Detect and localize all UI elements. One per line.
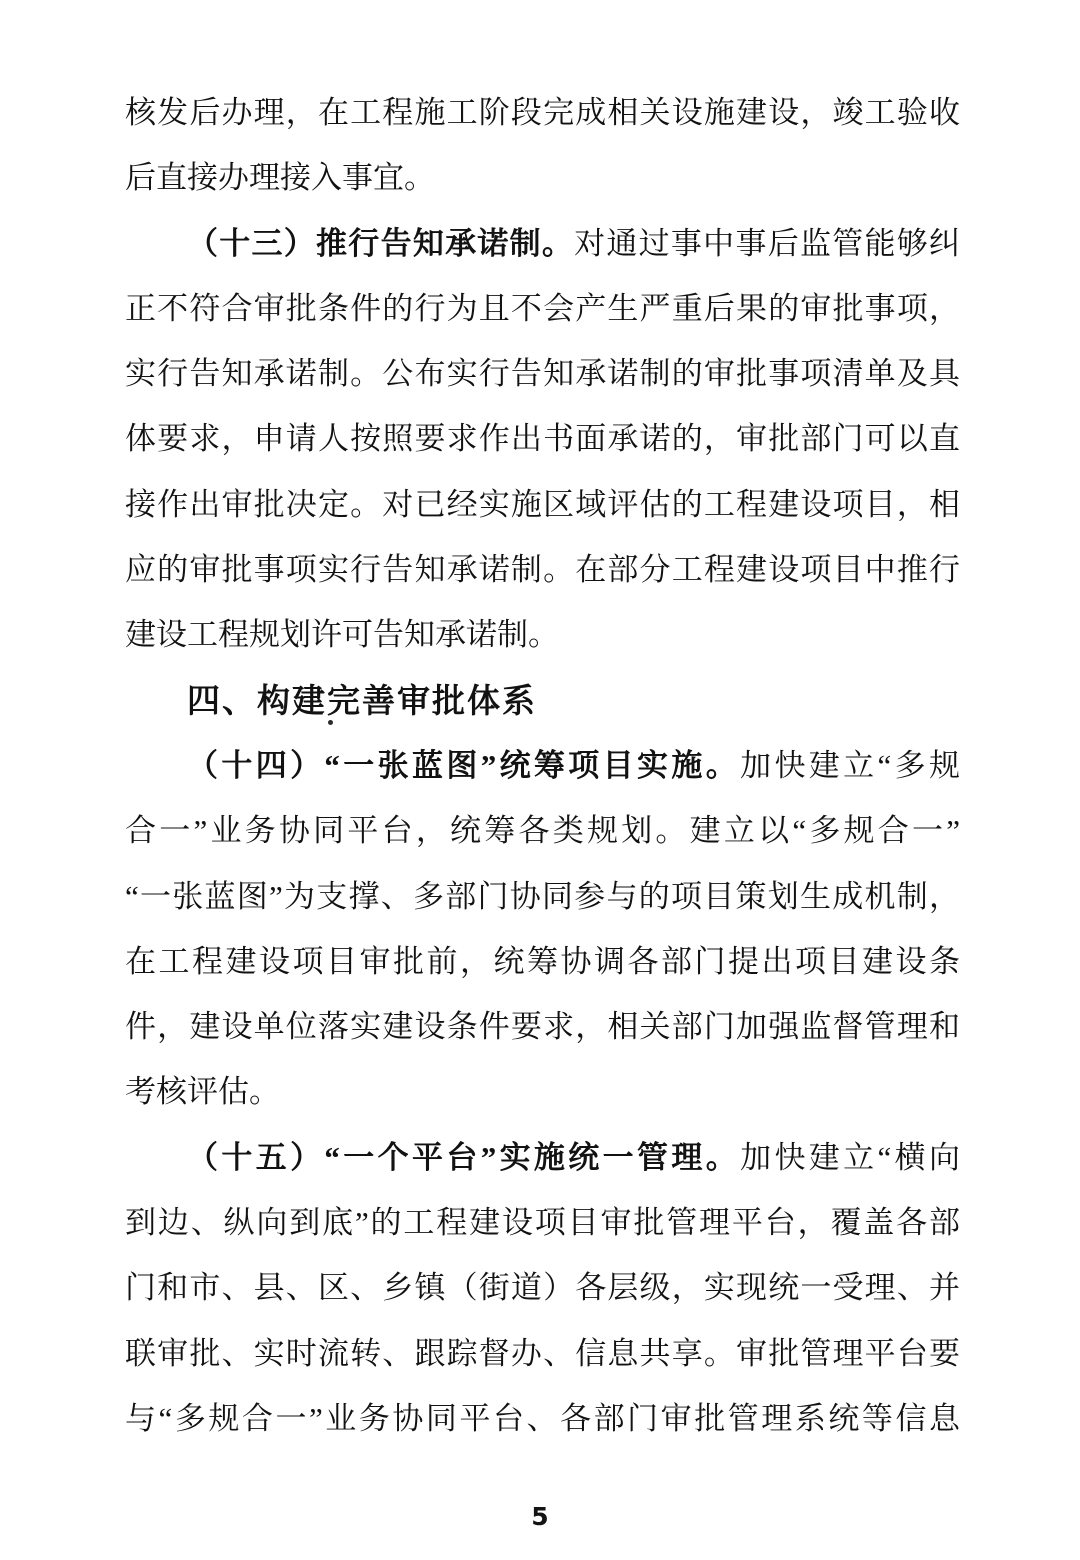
body-text: 后直接办理接入事宜。 <box>125 160 435 196</box>
body-text: 与“多规合一”业务协同平台、各部门审批管理系统等信息 <box>125 1400 960 1436</box>
body-text: 对通过事中事后监管能够纠 <box>574 225 960 261</box>
body-text: 正不符合审批条件的行为且不会产生严重后果的审批事项， <box>125 290 960 326</box>
text-line <box>125 1059 960 1124</box>
paragraph-lead-text: （十三）推行告知承诺制。 <box>187 225 575 261</box>
body-text: 在工程建设项目审批前，统筹协调各部门提出项目建设条 <box>125 943 960 979</box>
body-text: 门和市、县、区、乡镇（街道）各层级，实现统一受理、并 <box>125 1270 960 1306</box>
body-text: 应的审批事项实行告知承诺制。在部分工程建设项目中推行 <box>125 552 960 588</box>
text-line <box>125 929 960 994</box>
text-line <box>125 211 960 276</box>
body-text: 实行告知承诺制。公布实行告知承诺制的审批事项清单及具 <box>125 356 960 392</box>
body-text: 核发后办理，在工程施工阶段完成相关设施建设，竣工验收 <box>125 95 960 130</box>
text-line <box>125 1125 960 1190</box>
text-line <box>125 733 960 798</box>
body-text: 加快建立“多规 <box>740 747 960 783</box>
body-text: 建设工程规划许可告知承诺制。 <box>125 617 559 653</box>
heading-text: 四、构建完善审批体系 <box>187 681 537 719</box>
paragraph-lead-text: （十四）“一张蓝图”统筹项目实施。 <box>187 747 741 783</box>
section-heading <box>125 668 960 733</box>
text-line <box>125 864 960 929</box>
body-text: 接作出审批决定。对已经实施区域评估的工程建设项目，相 <box>125 486 960 522</box>
body-text: 件，建设单位落实建设条件要求，相关部门加强监督管理和 <box>125 1009 960 1045</box>
scan-artifact-dot <box>328 720 333 725</box>
text-line <box>125 537 960 602</box>
text-line <box>125 472 960 537</box>
text-line <box>125 798 960 863</box>
text-line <box>125 1321 960 1386</box>
text-line <box>125 341 960 406</box>
body-text: 加快建立“横向 <box>740 1139 960 1175</box>
body-text: 联审批、实时流转、跟踪督办、信息共享。审批管理平台要 <box>125 1335 960 1371</box>
text-line <box>125 80 960 145</box>
text-line <box>125 1255 960 1320</box>
text-line <box>125 994 960 1059</box>
document-text-block <box>125 80 960 1451</box>
text-line <box>125 406 960 471</box>
body-text: 合一”业务协同平台，统筹各类规划。建立以“多规合一” <box>125 813 960 849</box>
body-text: 到边、纵向到底”的工程建设项目审批管理平台，覆盖各部 <box>125 1205 960 1241</box>
paragraph-lead-text: （十五）“一个平台”实施统一管理。 <box>187 1139 741 1175</box>
text-line <box>125 602 960 667</box>
text-line <box>125 145 960 210</box>
body-text: “一张蓝图”为支撑、多部门协同参与的项目策划生成机制， <box>125 878 960 914</box>
text-line <box>125 1190 960 1255</box>
page-number: 5 <box>531 1502 549 1531</box>
text-line <box>125 1386 960 1451</box>
body-text: 体要求，申请人按照要求作出书面承诺的，审批部门可以直 <box>125 421 960 457</box>
text-line <box>125 276 960 341</box>
body-text: 考核评估。 <box>125 1074 280 1110</box>
